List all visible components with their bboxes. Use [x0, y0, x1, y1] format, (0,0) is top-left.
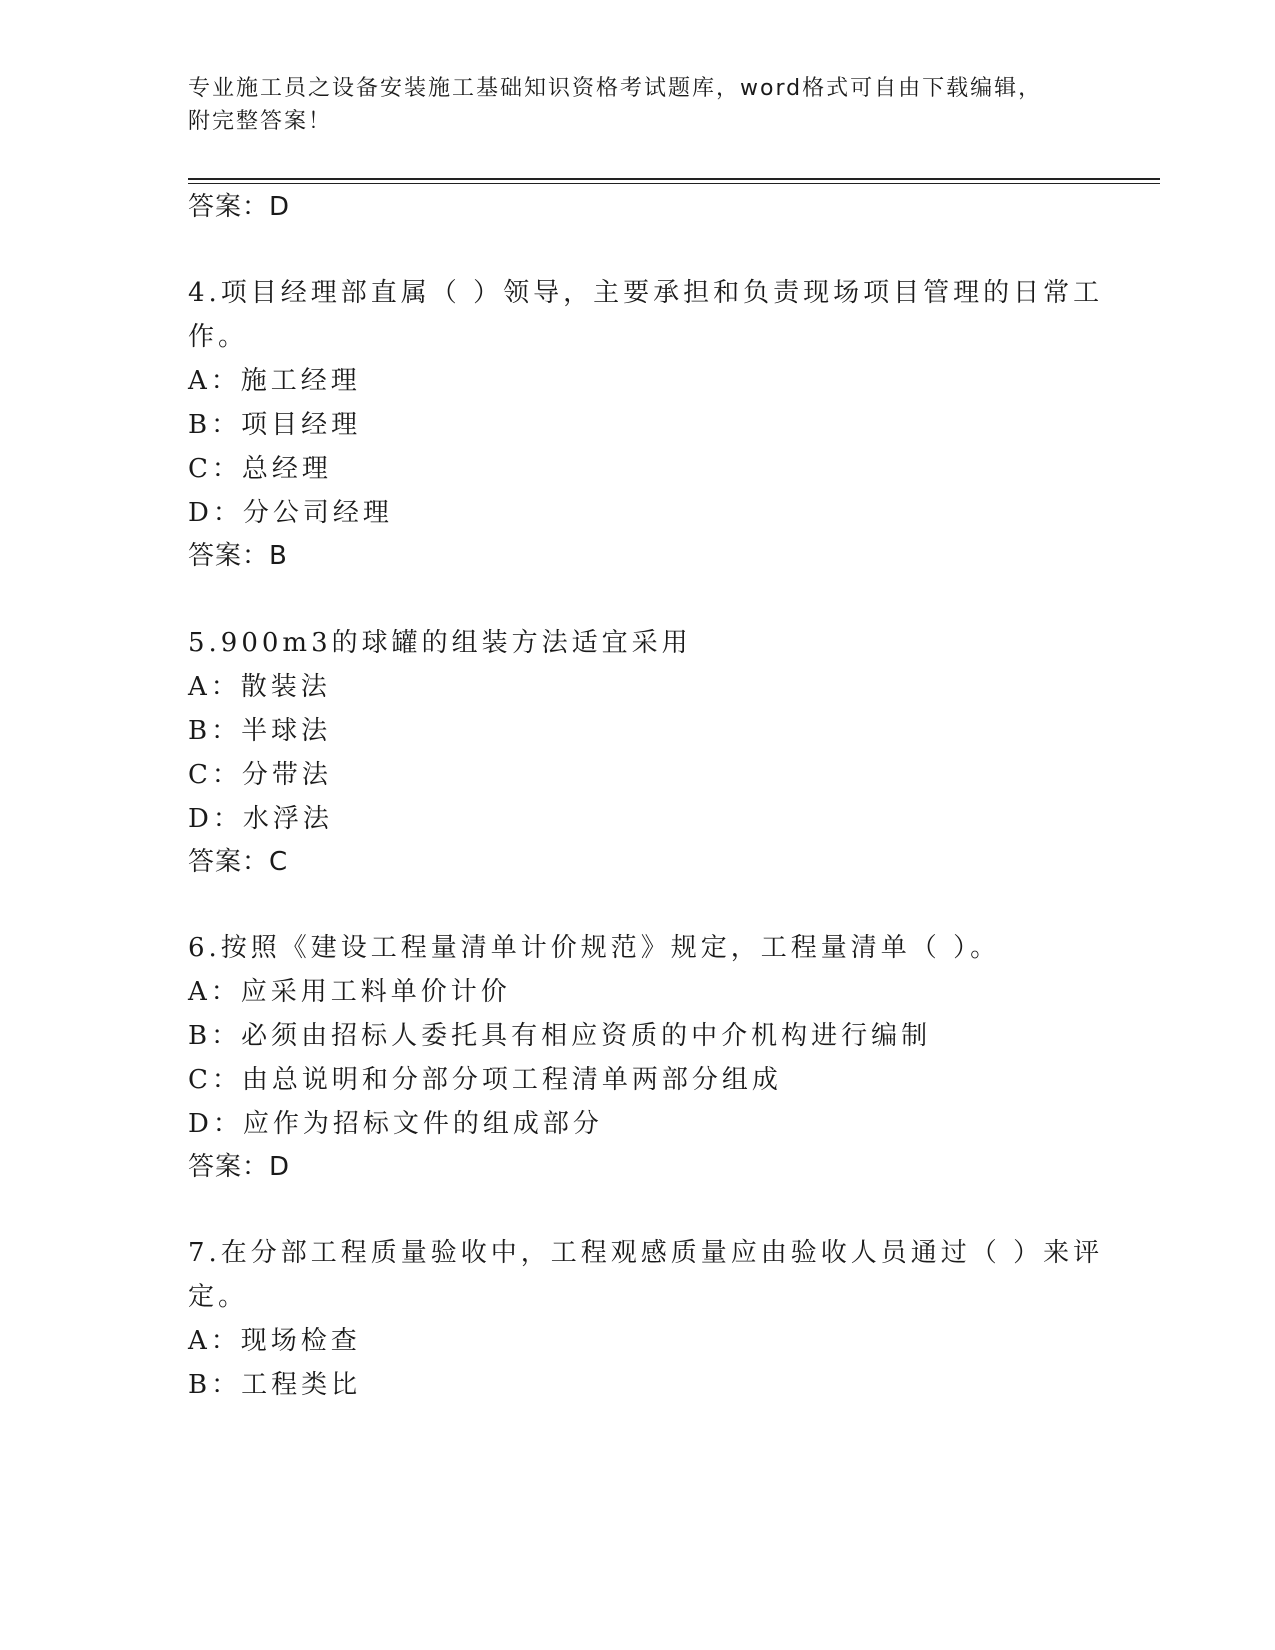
question-5-stem: 5.900m3的球罐的组装方法适宜采用: [188, 628, 692, 658]
question-6-answer: 答案：D: [188, 1152, 291, 1182]
question-6-option-c: C：由总说明和分部分项工程清单两部分组成: [188, 1065, 782, 1095]
question-4-option-d: D：分公司经理: [188, 498, 393, 528]
question-4-stem-line-1: 4.项目经理部直属（ ）领导，主要承担和负责现场项目管理的日常工: [188, 278, 1104, 308]
header-divider-thin: [188, 183, 1160, 184]
question-5-option-c: C：分带法: [188, 760, 332, 790]
question-7-option-a: A：现场检查: [188, 1326, 361, 1356]
question-7-option-b: B：工程类比: [188, 1370, 362, 1400]
question-4-option-c: C：总经理: [188, 454, 332, 484]
question-5-answer: 答案：C: [188, 847, 289, 877]
question-6-option-b: B：必须由招标人委托具有相应资质的中介机构进行编制: [188, 1021, 932, 1051]
question-5-option-a: A：散装法: [188, 672, 331, 702]
question-6-stem: 6.按照《建设工程量清单计价规范》规定，工程量清单（ ）。: [188, 933, 1001, 963]
header-divider: [188, 178, 1160, 180]
question-7-stem-line-2: 定。: [188, 1282, 249, 1312]
question-6-option-d: D：应作为招标文件的组成部分: [188, 1109, 603, 1139]
question-5-option-d: D：水浮法: [188, 804, 333, 834]
question-7-stem-line-1: 7.在分部工程质量验收中，工程观感质量应由验收人员通过（ ）来评: [188, 1238, 1104, 1268]
question-5-option-b: B：半球法: [188, 716, 332, 746]
prev-answer: 答案：D: [188, 192, 291, 222]
question-4-stem-line-2: 作。: [188, 322, 249, 352]
header-line-1: 专业施工员之设备安装施工基础知识资格考试题库，word格式可自由下载编辑，: [188, 76, 1043, 101]
question-6-option-a: A：应采用工料单价计价: [188, 977, 511, 1007]
header-line-2: 附完整答案！: [188, 109, 333, 134]
question-4-option-b: B：项目经理: [188, 410, 362, 440]
question-4-answer: 答案：B: [188, 541, 288, 571]
document-header: [188, 72, 1088, 138]
question-4-option-a: A：施工经理: [188, 366, 361, 396]
